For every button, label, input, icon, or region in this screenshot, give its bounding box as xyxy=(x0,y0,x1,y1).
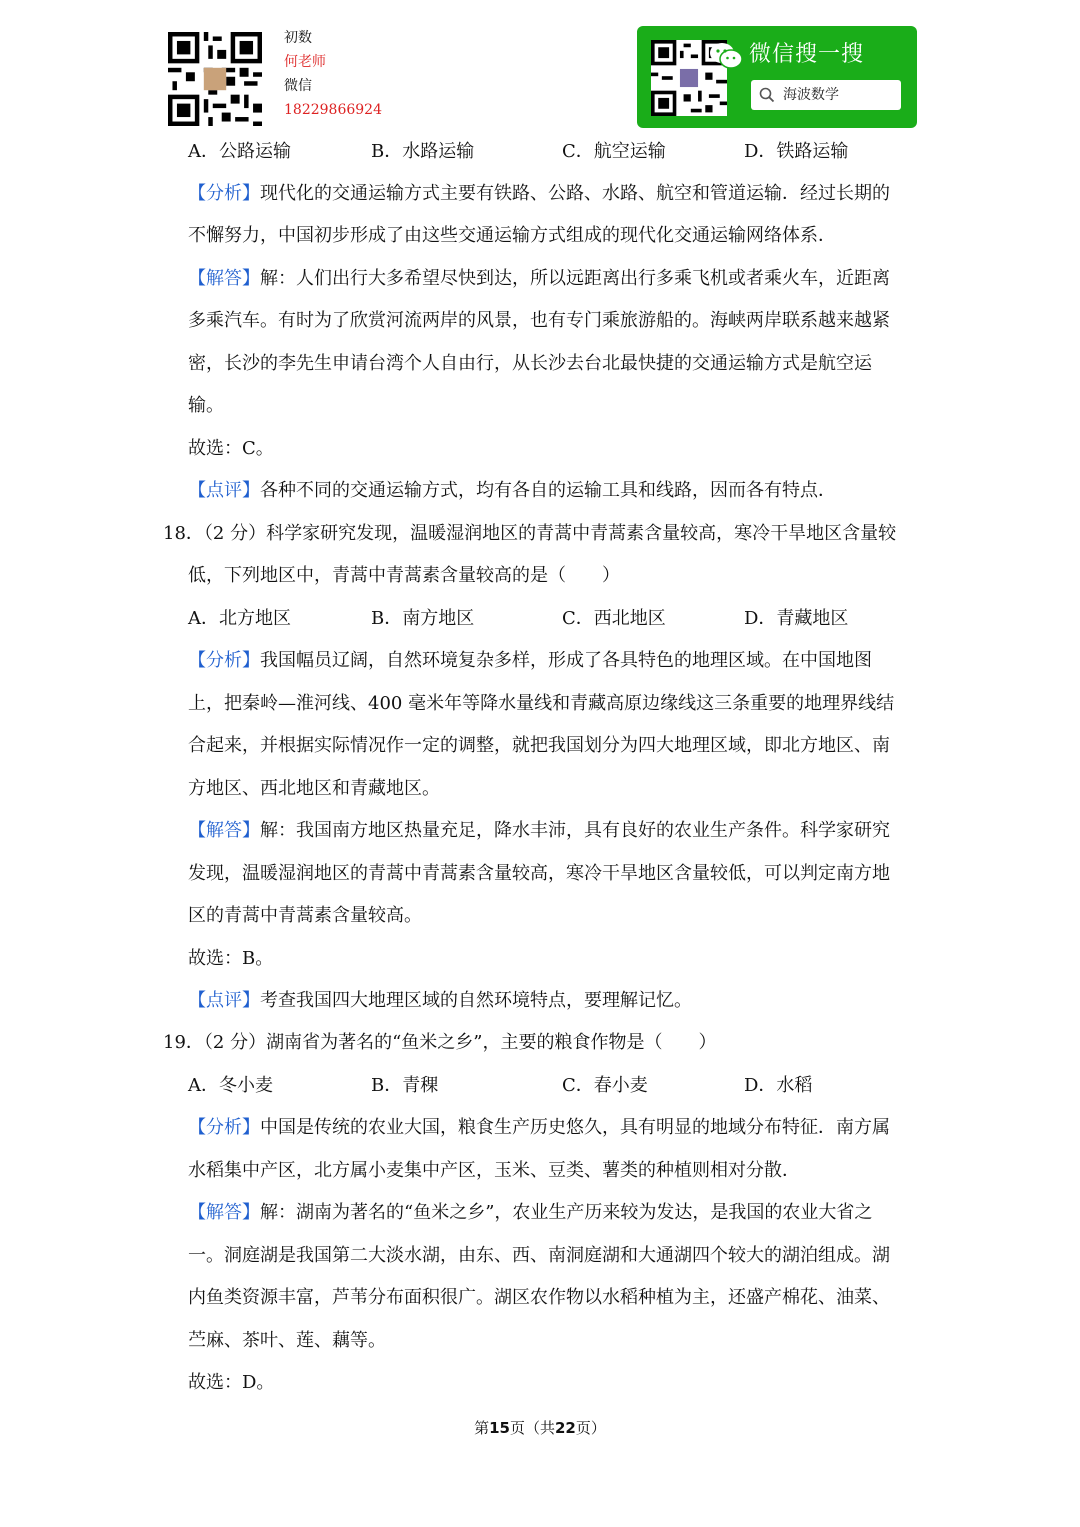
page-header xyxy=(0,0,1080,140)
q19-analysis-line: 水稻集中产区，北方属小麦集中产区，玉米、豆类、薯类的种植则相对分散． xyxy=(188,1160,800,1181)
q19-option-d: D．水稻 xyxy=(744,1075,813,1096)
page-footer: 第15页（共22页） xyxy=(474,1419,606,1437)
q18-answer-line: 区的青蒿中青蒿素含量较高。 xyxy=(188,905,422,926)
q18-option-a: A．北方地区 xyxy=(188,608,291,629)
q17-answer-line: 【解答】解：人们出行大多希望尽快到达，所以远距离出行多乘飞机或者乘火车，近距离 xyxy=(188,268,890,289)
comment-tag: 【点评】 xyxy=(188,480,260,501)
answer-tag: 【解答】 xyxy=(188,1202,260,1223)
search-query: 海波数学 xyxy=(783,87,839,103)
analysis-tag: 【分析】 xyxy=(188,1117,260,1138)
wechat-logo-icon xyxy=(709,42,743,70)
q19-option-a: A．冬小麦 xyxy=(188,1075,273,1096)
q19-stem: 19．（2 分）湖南省为著名的“鱼米之乡”，主要的粮食作物是（ ） xyxy=(163,1032,717,1053)
q18-option-c: C．西北地区 xyxy=(562,608,666,629)
qr-code-icon xyxy=(168,32,262,126)
q19-answer-line: 苎麻、茶叶、莲、藕等。 xyxy=(188,1330,386,1351)
q19-answer-line: 内鱼类资源丰富，芦苇分布面积很广。湖区农作物以水稻种植为主，还盛产棉花、油菜、 xyxy=(188,1287,890,1308)
analysis-tag: 【分析】 xyxy=(188,183,260,204)
search-icon xyxy=(759,87,775,103)
q18-analysis-line: 方地区、西北地区和青藏地区。 xyxy=(188,778,440,799)
q17-comment-line: 【点评】各种不同的交通运输方式，均有各自的运输工具和线路，因而各有特点． xyxy=(188,480,836,501)
q18-analysis-line: 【分析】我国幅员辽阔，自然环境复杂多样，形成了各具特色的地理区域。在中国地图 xyxy=(188,650,872,671)
q17-answer-line: 多乘汽车。有时为了欣赏河流两岸的风景，也有专门乘旅游船的。海峡两岸联系越来越紧 xyxy=(188,310,890,331)
teacher-contact xyxy=(284,26,382,122)
wechat-search-title: 微信搜一搜 xyxy=(749,40,864,70)
q18-answer-line: 发现，温暖湿润地区的青蒿中青蒿素含量较高，寒冷干旱地区含量较低，可以判定南方地 xyxy=(188,863,890,884)
q17-choice: 故选：C。 xyxy=(188,438,274,459)
q18-analysis-line: 合起来，并根据实际情况作一定的调整，就把我国划分为四大地理区域，即北方地区、南 xyxy=(188,735,890,756)
wechat-search-box[interactable] xyxy=(751,80,901,110)
page-total: 22 xyxy=(555,1419,576,1437)
q19-choice: 故选：D。 xyxy=(188,1372,275,1393)
q18-answer-line: 【解答】解：我国南方地区热量充足，降水丰沛，具有良好的农业生产条件。科学家研究 xyxy=(188,820,890,841)
contact-subject: 初数 xyxy=(284,30,312,46)
wechat-search-card[interactable] xyxy=(637,26,917,128)
comment-tag: 【点评】 xyxy=(188,990,260,1011)
q18-stem-line: 18．（2 分）科学家研究发现，温暖湿润地区的青蒿中青蒿素含量较高，寒冷干旱地区含量较 xyxy=(163,523,897,544)
q19-analysis-line: 【分析】中国是传统的农业大国，粮食生产历史悠久，具有明显的地域分布特征．南方属 xyxy=(188,1117,890,1138)
answer-tag: 【解答】 xyxy=(188,268,260,289)
q18-stem-line: 低，下列地区中，青蒿中青蒿素含量较高的是（ ） xyxy=(188,565,620,586)
contact-wechat-label: 微信 xyxy=(284,78,312,94)
q17-answer-line: 密，长沙的李先生申请台湾个人自由行，从长沙去台北最快捷的交通运输方式是航空运 xyxy=(188,353,872,374)
contact-name: 何老师 xyxy=(284,54,326,70)
q18-comment-line: 【点评】考查我国四大地理区域的自然环境特点，要理解记忆。 xyxy=(188,990,692,1011)
contact-phone: 18229866924 xyxy=(284,102,382,118)
answer-tag: 【解答】 xyxy=(188,820,260,841)
q17-answer-line: 输。 xyxy=(188,395,224,416)
q18-analysis-line: 上，把秦岭—淮河线、400 毫米年等降水量线和青藏高原边缘线这三条重要的地理界线结 xyxy=(188,693,895,714)
q17-analysis-line: 【分析】现代化的交通运输方式主要有铁路、公路、水路、航空和管道运输．经过长期的 xyxy=(188,183,890,204)
q17-option-d: D．铁路运输 xyxy=(744,141,849,162)
q17-option-b: B．水路运输 xyxy=(371,141,475,162)
q17-option-a: A．公路运输 xyxy=(188,141,291,162)
q19-answer-line: 【解答】解：湖南为著名的“鱼米之乡”，农业生产历来较为发达，是我国的农业大省之 xyxy=(188,1202,873,1223)
q19-option-b: B．青稞 xyxy=(371,1075,439,1096)
q17-option-c: C．航空运输 xyxy=(562,141,666,162)
analysis-tag: 【分析】 xyxy=(188,650,260,671)
page-number: 15 xyxy=(489,1419,510,1437)
q17-analysis-line: 不懈努力，中国初步形成了由这些交通运输方式组成的现代化交通运输网络体系． xyxy=(188,225,836,246)
q19-answer-line: 一。洞庭湖是我国第二大淡水湖，由东、西、南洞庭湖和大通湖四个较大的湖泊组成。湖 xyxy=(188,1245,890,1266)
q19-option-c: C．春小麦 xyxy=(562,1075,648,1096)
q18-option-d: D．青藏地区 xyxy=(744,608,849,629)
q18-option-b: B．南方地区 xyxy=(371,608,475,629)
q18-choice: 故选：B。 xyxy=(188,948,274,969)
